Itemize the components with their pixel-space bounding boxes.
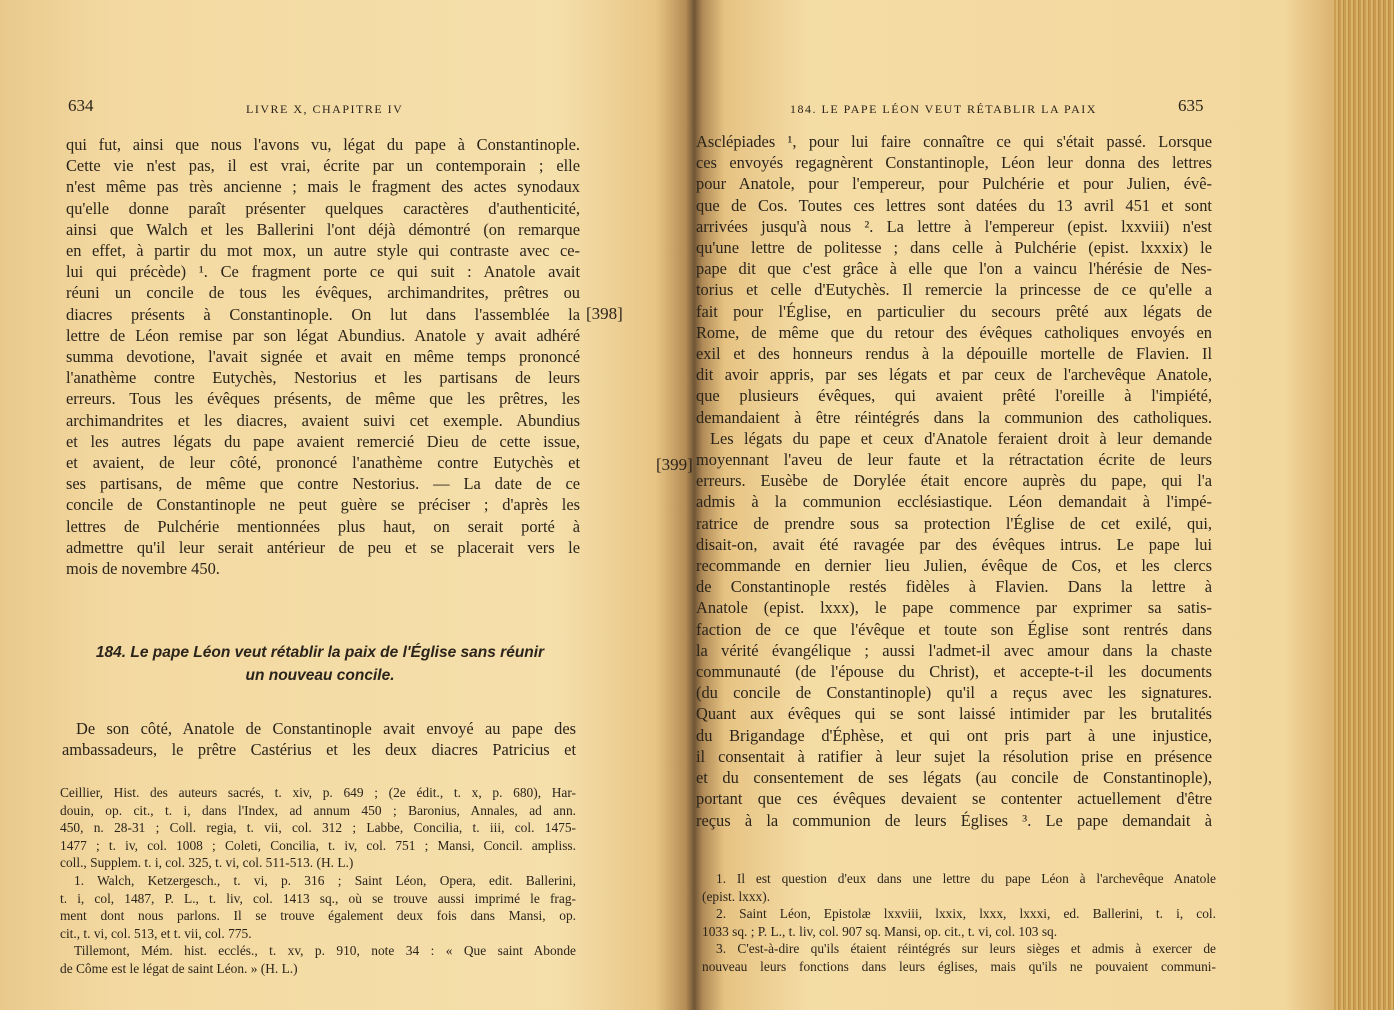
text-line: Anatole (epist. lxxx), le pape commence par exprimer sa satis- xyxy=(696,598,1212,618)
left-footnotes xyxy=(60,784,576,978)
text-line: ratrice de prendre sous sa protection l'Église de cet exilé, qui, xyxy=(696,513,1212,533)
section-heading xyxy=(60,641,580,687)
left-page xyxy=(0,0,640,1010)
text-line: summa devotione, l'avait signée et avait en même temps prononcé xyxy=(66,347,580,367)
text-line: Cette vie n'est pas, il est vrai, écrite par un contemporain ; elle xyxy=(66,156,580,176)
text-line: et avaient, de leur côté, prononcé l'anathème contre Eutychès et xyxy=(66,453,580,473)
footnote-line: 3. C'est-à-dire qu'ils étaient réintégrés sur leurs sièges et admis à exercer de xyxy=(716,941,1216,957)
text-line: en effet, à partir du mot mox, un autre style qui contraste avec ce- xyxy=(66,241,580,261)
text-line: ces envoyés regagnèrent Constantinople, Léon leur donna des lettres xyxy=(696,153,1212,173)
text-line: et du consentement de ses légats (au concile de Constantinople), xyxy=(696,768,1212,788)
text-line: et les autres légats du pape avaient remercié Dieu de cette issue, xyxy=(66,431,580,451)
section-heading-line-1: 184. Le pape Léon veut rétablir la paix de l'Église sans réunir xyxy=(95,644,545,661)
text-line: réuni un concile de tous les évêques, archimandrites, prêtres ou xyxy=(66,283,580,303)
footnote-line: de Côme est le légat de saint Léon. » (H. L.) xyxy=(60,960,298,976)
text-line: demandaient à être réintégrés dans la communion des catholiques. xyxy=(696,407,1212,427)
footnote-line: douin, op. cit., t. i, dans l'Index, ad annum 450 ; Baronius, Annales, ad ann. xyxy=(60,802,576,818)
text-line: diacres présents à Constantinople. On lut dans l'assemblée la xyxy=(66,304,580,324)
footnote-line: 2. Saint Léon, Epistolæ lxxviii, lxxix, lxxx, lxxxi, ed. Ballerini, t. i, col. xyxy=(716,906,1216,922)
text-line: Les légats du pape et ceux d'Anatole feraient droit à leur demande xyxy=(710,428,1212,448)
text-line: recommande en dernier lieu Julien, évêque de Cos, et les clercs xyxy=(696,556,1212,576)
text-line: (du concile de Constantinople) qu'il a reçus avec les signatures. xyxy=(696,683,1212,703)
text-line: concile de Constantinople ne peut guère se préciser ; d'après les xyxy=(66,495,580,515)
footnote-line: coll., Supplem. t. i, col. 325, t. vi, col. 511-513. (H. L.) xyxy=(60,855,354,871)
text-line: lettres de Pulchérie mentionnées plus haut, on serait porté à xyxy=(66,516,580,536)
footnote-line: Tillemont, Mém. hist. ecclés., t. xv, p. 910, note 34 : « Que saint Abonde xyxy=(74,943,576,959)
text-line: du Brigandage d'Éphèse, et qui ont pris part à une injustice, xyxy=(696,725,1212,745)
text-line: que plusieurs évêques, qui avaient prêté l'oreille à l'impiété, xyxy=(696,386,1212,406)
text-line: disait-on, avait été ravagée par des évêques intrus. Le pape lui xyxy=(696,534,1212,554)
text-line: Asclépiades ¹, pour lui faire connaître ce qui s'était passé. Lorsque xyxy=(696,132,1212,151)
text-line: erreurs. Eusèbe de Dorylée était encore auprès du pape, qui l'a xyxy=(696,471,1212,491)
text-line: archimandrites et les diacres, avaient suivi cet exemple. Abundius xyxy=(66,410,580,430)
text-line: moyennant l'aveu de leur faute et la rétractation écrite de leurs xyxy=(696,450,1212,470)
footnote-line: 1. Il est question d'eux dans une lettre du pape Léon à l'archevêque Anatole xyxy=(716,871,1216,886)
text-line: l'anathème contre Eutychès, Nestorius et les partisans de leurs xyxy=(66,368,580,388)
text-line: que de Cos. Toutes ces lettres sont datées du 13 avril 451 et sont xyxy=(696,195,1212,215)
section-heading-line-2: un nouveau concile. xyxy=(245,667,395,684)
text-line: ambassadeurs, le prêtre Castérius et les deux diacres Patricius et xyxy=(62,740,576,760)
text-line: lui qui précède) ¹. Ce fragment porte ce qui suit : Anatole avait xyxy=(66,262,580,282)
page-edges xyxy=(1334,0,1394,1010)
footnote-line: Ceillier, Hist. des auteurs sacrés, t. xiv, p. 649 ; (2e édit., t. x, p. 680), Har- xyxy=(60,785,576,800)
right-page xyxy=(650,0,1340,1010)
text-line: il consentait à ratifier à leur sujet la résolution prise en présence xyxy=(696,746,1212,766)
section-body-text xyxy=(62,718,576,760)
text-line: dit avoir appris, par ses légats et par ceux de l'archevêque Anatole, xyxy=(696,365,1212,385)
text-line: communauté (de l'épouse du Christ), et accepte-t-il les documents xyxy=(696,662,1212,682)
footnote-line: t. i, col, 1487, P. L., t. liv, col. 1413 sq., où se trouve aussi imprimé le frag- xyxy=(60,890,576,906)
text-line: torius et celle d'Eutychès. Il remercie la princesse de ce qu'elle a xyxy=(696,280,1212,300)
text-line: pape dit que c'est grâce à elle que l'on a vaincu l'hérésie de Nes- xyxy=(696,259,1212,279)
text-line: Quant aux évêques qui se sont laissé intimider par les brutalités xyxy=(696,704,1212,724)
right-margin-reference: [399] xyxy=(656,455,693,474)
text-line: erreurs. Tous les évêques présents, de même que les prêtres, les xyxy=(66,389,580,409)
footnote-line: 1. Walch, Ketzergesch., t. vi, p. 316 ; Saint Léon, Opera, edit. Ballerini, xyxy=(74,872,576,888)
text-line: n'est même pas très ancienne ; mais le fragment des actes synodaux xyxy=(66,177,580,197)
text-line: arrivées jusqu'à nous ². La lettre à l'empereur (epist. lxxviii) n'est xyxy=(696,216,1212,236)
text-line: ainsi que Walch et les Ballerini l'ont déjà démontré (on remarque xyxy=(66,219,580,239)
text-line: ses partisans, de même que contre Nestorius. — La date de ce xyxy=(66,474,580,494)
right-running-head: 184. LE PAPE LÉON VEUT RÉTABLIR LA PAIX xyxy=(790,102,1097,116)
right-footnotes xyxy=(702,870,1216,976)
text-line: portant que ces évêques devaient se contenter actuellement d'être xyxy=(696,789,1212,809)
left-running-head: LIVRE X, CHAPITRE IV xyxy=(246,102,404,116)
text-line: pour Anatole, pour l'empereur, pour Pulchérie et pour Julien, évê- xyxy=(696,174,1212,194)
text-line: exil et des honneurs rendus à la dépouille mortelle de Flavien. Il xyxy=(696,344,1212,364)
text-line: qu'elle donne paraît présenter quelques caractères d'authenticité, xyxy=(66,198,580,218)
text-line: reçus à la communion de leurs Églises ³. Le pape demandait à xyxy=(696,810,1212,830)
text-line: qu'une lettre de politesse ; dans celle à Pulchérie (epist. lxxxix) le xyxy=(696,238,1212,258)
text-line: Rome, de même que du retour des évêques catholiques envoyés en xyxy=(696,322,1212,342)
right-body-text xyxy=(696,131,1212,831)
footnote-line: 1033 sq. ; P. L., t. liv, col. 907 sq. Mansi, op. cit., t. vi, col. 103 sq. xyxy=(702,923,1058,939)
footnote-line: nouveau leurs fonctions dans leurs églises, mais qu'ils ne pouvaient communi- xyxy=(702,958,1216,974)
text-line: faction de ce que l'évêque et toute son Église sont rentrés dans xyxy=(696,619,1212,639)
text-line: mois de novembre 450. xyxy=(66,559,220,579)
footnote-line: (epist. lxxx). xyxy=(702,888,771,904)
text-line: lettre de Léon remise par son légat Abundius. Anatole y avait adhéré xyxy=(66,325,580,345)
text-line: admis à la communion ecclésiastique. Léon demandait à l'impé- xyxy=(696,492,1212,512)
left-margin-reference: [398] xyxy=(586,304,623,323)
footnote-line: cit., t. vi, col. 513, et t. vii, col. 775. xyxy=(60,925,252,941)
text-line: qui fut, ainsi que nous l'avons vu, légat du pape à Constantinople. xyxy=(66,135,580,154)
left-page-number: 634 xyxy=(68,96,94,115)
footnote-line: ment dont nous parlons. Il se trouve également deux fois dans Mansi, op. xyxy=(60,908,576,924)
right-page-number: 635 xyxy=(1178,96,1204,115)
text-line: De son côté, Anatole de Constantinople avait envoyé au pape des xyxy=(76,719,576,738)
footnote-line: 1477 ; t. iv, col. 1008 ; Coleti, Concilia, t. iv, col. 751 ; Mansi, Concil. ampliss. xyxy=(60,837,576,853)
text-line: admettre qu'il leur serait antérieur de peu et se placerait vers le xyxy=(66,537,580,557)
text-line: fait pour l'Église, en particulier du secours prêté aux légats de xyxy=(696,301,1212,321)
text-line: de Constantinople restés fidèles à Flavien. Dans la lettre à xyxy=(696,577,1212,597)
text-line: la vérité évangélique ; aussi l'admet-il avec amour dans la chaste xyxy=(696,640,1212,660)
left-body-text xyxy=(66,134,580,579)
footnote-line: 450, n. 28-31 ; Coll. regia, t. vii, col. 312 ; Labbe, Concilia, t. iii, col. 1475- xyxy=(60,820,576,836)
